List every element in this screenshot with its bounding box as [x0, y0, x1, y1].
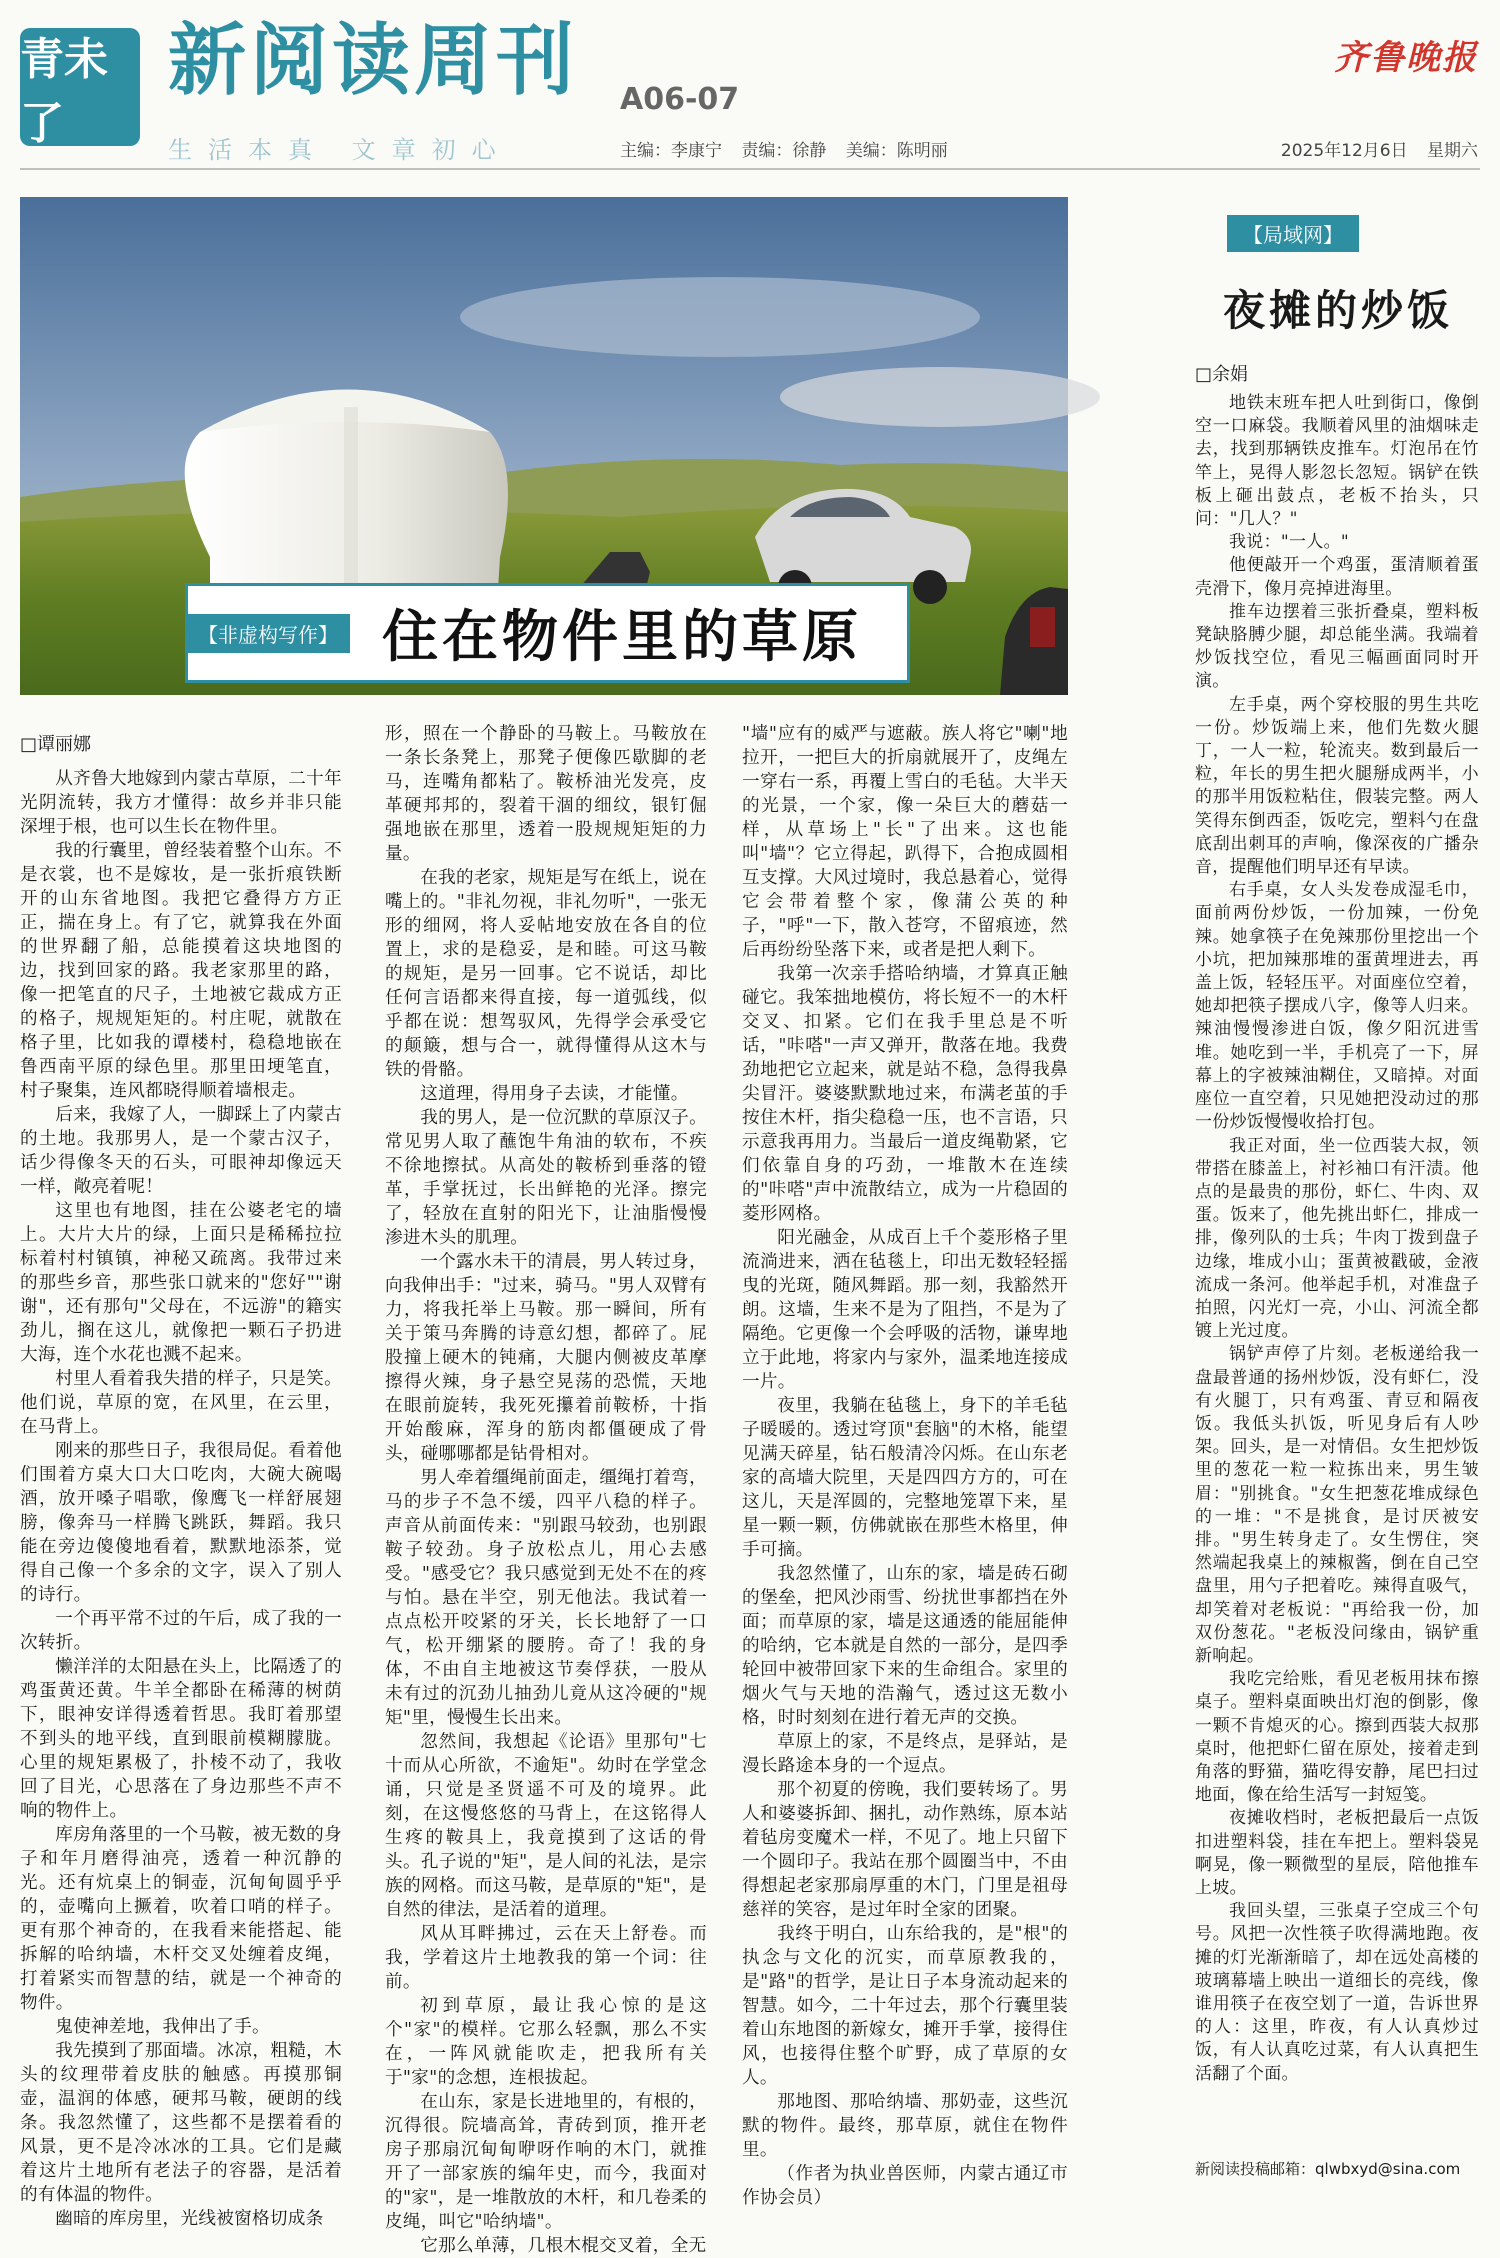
paragraph: 那个初夏的傍晚，我们要转场了。男人和婆婆拆卸、捆扎，动作熟练，原本站着毡房变魔术一样，不见了。地上只留下一个圆印子。我站在那个圆圈当中，不由得想起老家那扇厚重的木门，门里是祖母慈祥的笑容，是过年时全家的团聚。: [742, 1780, 1068, 1920]
author-bio: （作者为执业兽医师，内蒙古通辽市作协会员）: [742, 2164, 1068, 2208]
paragraph: 初到草原，最让我心惊的是这个"家"的模样。它那么轻飘，那么不实在，一阵风就能吹走，把我所有关于"家"的念想，连根拔起。: [385, 1996, 707, 2088]
paragraph: 我的行囊里，曾经装着整个山东。不是衣裳，也不是嫁妆，是一张折痕铁断开的山东省地图。我把它叠得方方正正，揣在身上。有了它，就算我在外面的世界翻了船，总能摸着这块地图的边，找到回家的路。我老家那里的路，像一把笔直的尺子，土地被它裁成方正的格子，规规矩矩的。村庄呢，就散在格子里，比如我的谭楼村，稳稳地嵌在鲁西南平原的绿色里。那里田埂笔直，村子聚集，连风都晓得顺着墙根走。: [20, 841, 342, 1101]
side-author: □余娟: [1195, 364, 1249, 385]
masthead-title: 新阅读周刊: [168, 16, 579, 106]
paragraph: 夜摊收档时，老板把最后一点饭扣进塑料袋，挂在车把上。塑料袋晃啊晃，像一颗微型的星辰，陪他推车上坡。: [1195, 1808, 1479, 1898]
side-headline: 夜摊的炒饭: [1222, 286, 1453, 335]
paragraph: 风从耳畔拂过，云在天上舒卷。而我，学着这片土地教我的第一个词：往前。: [385, 1924, 707, 1992]
issue-date: [1267, 136, 1478, 161]
side-category-tag: 【局域网】: [1227, 215, 1359, 252]
paragraph: 我忽然懂了，山东的家，墙是砖石砌的堡垒，把风沙雨雪、纷扰世事都挡在外面；而草原的家，墙是这通透的能屈能伸的哈纳，它本就是自然的一部分，是四季轮回中被带回家下来的生命组合。家里的烟火气与天地的浩瀚气，透过这无数小格，时时刻刻在进行着无声的交换。: [742, 1564, 1068, 1728]
paragraph: 我回头望，三张桌子空成三个句号。风把一次性筷子吹得满地跑。夜摊的灯光渐渐暗了，却在远处高楼的玻璃幕墙上映出一道细长的亮线，像谁用筷子在夜空划了一道，告诉世界的人：这里，昨夜，有人认真炒过饭，有人认真吃过菜，有人认真把生活翻了个面。: [1195, 1901, 1479, 2084]
paragraph: 我第一次亲手搭哈纳墙，才算真正触碰它。我笨拙地模仿，将长短不一的木杆交叉、扣紧。它们在我手里总是不听话，"咔嗒"一声又弹开，散落在地。我费劲地把它立起来，就是站不稳，急得我鼻尖冒汗。婆婆默默地过来，布满老茧的手按住木杆，指尖稳稳一压，也不言语，只示意我再用力。当最后一道皮绳勒紧，它们依靠自身的巧劲，一堆散木在连续的"咔嗒"声中流散结立，成为一片稳固的菱形网格。: [742, 964, 1068, 1224]
paragraph: 我的男人，是一位沉默的草原汉子。常见男人取了蘸饱牛角油的软布，不疾不徐地擦拭。从高处的鞍桥到垂落的镫革，手掌抚过，长出鲜艳的光泽。擦完了，轻放在直射的阳光下，让油脂慢慢渗进木头的肌理。: [385, 1108, 707, 1248]
paragraph: 在我的老家，规矩是写在纸上，说在嘴上的。"非礼勿视，非礼勿听"，一张无形的细网，将人妥帖地安放在各自的位置上，求的是稳妥，是和睦。可这马鞍的规矩，是另一回事。它不说话，却比任何言语都来得直接，每一道弧线，似乎都在说：想驾驭风，先得学会承受它的颠簸，想与合一，就得懂得从这木与铁的骨骼。: [385, 868, 707, 1080]
feature-category-tag: 【非虚构写作】: [186, 614, 350, 653]
masthead-rule: [20, 168, 1480, 170]
paragraph: 从齐鲁大地嫁到内蒙古草原，二十年光阴流转，我方才懂得：故乡并非只能深埋于根，也可以生长在物件里。: [20, 769, 342, 837]
credit-editor: 主编：李康宁: [620, 141, 722, 161]
paragraph: 刚来的那些日子，我很局促。看着他们围着方桌大口大口吃肉，大碗大碗喝酒，放开嗓子唱歌，像鹰飞一样舒展翅膀，像奔马一样腾飞跳跃，舞蹈。我只能在旁边傻傻地看着，默默地添茶，觉得自己像一个多余的文字，误入了别人的诗行。: [20, 1441, 342, 1605]
weekday-text: 星期六: [1427, 141, 1478, 161]
side-column: [1195, 392, 1479, 2134]
feature-author: □谭丽娜: [20, 734, 92, 755]
paragraph: 我先摸到了那面墙。冰凉，粗糙，木头的纹理带着皮肤的触感。再摸那铜壶，温润的体感，硬邦马鞍，硬朗的线条。我忽然懂了，这些都不是摆着看的风景，更不是冷冰冰的工具。它们是藏着这片土地所有老法子的容器，是活着的有体温的物件。: [20, 2041, 342, 2205]
paragraph: 后来，我嫁了人，一脚踩上了内蒙古的土地。我那男人，是一个蒙古汉子，话少得像冬天的石头，可眼神却像远天一样，敞亮着呢！: [20, 1105, 342, 1197]
paragraph: "墙"应有的威严与遮蔽。族人将它"喇"地拉开，一把巨大的折扇就展开了，皮绳左一穿右一系，再覆上雪白的毛毡。大半天的光景，一个家，像一朵巨大的蘑菇一样，从草场上"长"了出来。这也能叫"墙"？它立得起，趴得下，合抱成圆相互支撑。大风过境时，我总悬着心，觉得它会带着整个家，像蒲公英的种子，"呼"一下，散入苍穹，不留痕迹，然后再纷纷坠落下来，或者是把人剩下。: [742, 724, 1068, 960]
page-number: A06-07: [620, 82, 740, 117]
credit-duty-editor: 责编：徐静: [741, 141, 827, 161]
paragraph: 幽暗的库房里，光线被窗格切成条: [55, 2209, 324, 2229]
paragraph: 它那么单薄，几根木棍交叉着，全无: [420, 2236, 707, 2256]
paragraph: 右手桌，女人头发卷成湿毛巾，面前两份炒饭，一份加辣，一份免辣。她拿筷子在免辣那份里挖出一个小坑，把加辣那堆的蛋黄埋进去，再盖上饭，轻轻压平。对面座位空着，她却把筷子摆成八字，像等人归来。辣油慢慢渗进白饭，像夕阳沉进雪堆。她吃到一半，手机亮了一下，屏幕上的字被辣油糊住，又暗掉。对面座位一直空着，只见她把没动过的那一份炒饭慢慢收拾打包。: [1195, 880, 1479, 1133]
feature-column-1: [20, 767, 342, 2229]
paragraph: 推车边摆着三张折叠桌，塑料板凳缺胳膊少腿，却总能坐满。我端着炒饭找空位，看见三幅画面同时开演。: [1195, 601, 1479, 692]
paragraph: 夜里，我躺在毡毯上，身下的羊毛毡子暖暖的。透过穹顶"套脑"的木格，能望见满天碎星，钻石般清冷闪烁。在山东老家的高墙大院里，天是四四方方的，可在这儿，天是浑圆的，完整地笼罩下来，星星一颗一颗，仿佛就嵌在那些木格里，伸手可摘。: [742, 1396, 1068, 1560]
paragraph: 锅铲声停了片刻。老板递给我一盘最普通的扬州炒饭，没有虾仁，没有火腿丁，只有鸡蛋、青豆和隔夜饭。我低头扒饭，听见身后有人吵架。回头，是一对情侣。女生把炒饭里的葱花一粒一粒拣出来，男生皱眉："别挑食。"女生把葱花堆成绿色的一堆："不是挑食，是讨厌被安排。"男生转身走了。女生愣住，突然端起我桌上的辣椒酱，倒在自己空盘里，用勺子把着吃。辣得直吸气，却笑着对老板说："再给我一份，加双份葱花。"老板没问缘由，锅铲重新响起。: [1195, 1344, 1479, 1666]
paragraph: 这里也有地图，挂在公婆老宅的墙上。大片大片的绿，上面只是稀稀拉拉标着村村镇镇，神秘又疏离。我带过来的那些乡音，那些张口就来的"您好""谢谢"，还有那句"父母在，不远游"的籍实劲儿，搁在这儿，就像把一颗石子扔进大海，连个水花也溅不起来。: [20, 1201, 342, 1365]
paragraph: 这道理，得用身子去读，才能懂。: [420, 1084, 689, 1104]
paragraph: 我正对面，坐一位西装大叔，领带搭在膝盖上，衬衫袖口有汗渍。他点的是最贵的那份，虾仁、牛肉、双蛋。饭来了，他先挑出虾仁，排成一排，像列队的士兵；牛肉丁拨到盘子边缘，堆成小山；蛋黄被戳破，金液流成一条河。他举起手机，对准盘子拍照，闪光灯一亮，小山、河流全都镀上光过度。: [1195, 1135, 1479, 1342]
newspaper-brand: 齐鲁晚报: [1334, 38, 1478, 78]
paragraph: 我说："一人。": [1229, 532, 1350, 553]
paragraph: 左手桌，两个穿校服的男生共吃一份。炒饭端上来，他们先数火腿丁，一人一粒，轮流夹。数到最后一粒，年长的男生把火腿掰成两半，小的那半用饭粒粘住，假装完整。两人笑得东倒西歪，饭吃完，塑料勺在盘底刮出刺耳的声响，像深夜的广播杂音，提醒他们明早还有早读。: [1195, 694, 1479, 878]
paragraph: 地铁末班车把人吐到街口，像倒空一口麻袋。我顺着风里的油烟味走去，找到那辆铁皮推车。灯泡吊在竹竿上，晃得人影忽长忽短。锅铲在铁板上砸出鼓点，老板不抬头，只问："几人？": [1195, 393, 1479, 530]
feature-headline-box: [185, 583, 910, 683]
feature-column-3: [742, 722, 1068, 2208]
paragraph: 那地图、那哈纳墙、那奶壶，这些沉默的物件。最终，那草原，就住在物件里。: [742, 2092, 1068, 2160]
editor-credits: [620, 136, 962, 161]
paragraph: 一个再平常不过的午后，成了我的一次转折。: [20, 1609, 342, 1653]
qingweiliao-logo: 青未了: [20, 28, 140, 146]
credit-art-editor: 美编：陈明丽: [845, 141, 948, 161]
paragraph: 我吃完给账，看见老板用抹布擦桌子。塑料桌面映出灯泡的倒影，像一颗不肯熄灭的心。擦到西装大叔那桌时，他把虾仁留在原处，接着走到角落的野猫，猫吃得安静，尾巴扫过地面，像在给生活写一封短笺。: [1195, 1669, 1479, 1806]
paragraph: 阳光融金，从成百上千个菱形格子里流淌进来，洒在毡毯上，印出无数轻轻摇曳的光斑，随风舞蹈。那一刻，我豁然开朗。这墙，生来不是为了阻挡，不是为了隔绝。它更像一个会呼吸的活物，谦卑地立于此地，将家内与家外，温柔地连接成一片。: [742, 1228, 1068, 1392]
paragraph: 草原上的家，不是终点，是驿站，是漫长路途本身的一个逗点。: [742, 1732, 1068, 1776]
paragraph: 库房角落里的一个马鞍，被无数的身子和年月磨得油亮，透着一种沉静的光。还有炕桌上的铜壶，沉甸甸圆乎乎的，壶嘴向上撅着，吹着口哨的样子。更有那个神奇的，在我看来能搭起、能拆解的哈纳墙，木杆交叉处缠着皮绳，打着紧实而智慧的结，就是一个神奇的物件。: [20, 1825, 342, 2013]
masthead-slogan: 生活本真 文章初心: [168, 136, 512, 164]
feature-headline: 住在物件里的草原: [382, 604, 862, 670]
paragraph: 在山东，家是长进地里的，有根的，沉得很。院墙高耸，青砖到顶，推开老房子那扇沉甸甸咿呀作响的木门，就推开了一部家族的编年史，而今，我面对的"家"，是一堆散放的木杆，和几卷柔的皮绳，叫它"哈纳墙"。: [385, 2092, 707, 2232]
date-text: 2025年12月6日: [1280, 141, 1408, 161]
feature-column-2: [385, 722, 707, 2256]
submission-email: 新阅读投稿邮箱：qlwbxyd@sina.com: [1195, 2160, 1461, 2178]
paragraph: 他便敲开一个鸡蛋，蛋清顺着蛋壳滑下，像月亮掉进海里。: [1195, 555, 1479, 599]
paragraph: 忽然间，我想起《论语》里那句"七十而从心所欲，不逾矩"。幼时在学堂念诵，只觉是圣贤遥不可及的境界。此刻，在这慢悠悠的马背上，在这铭得人生疼的鞍具上，我竟摸到了这话的骨头。孔子说的"矩"，是人间的礼法，是宗族的网格。而这马鞍，是草原的"矩"，是自然的律法，是活着的道理。: [385, 1732, 707, 1920]
paragraph: 村里人看着我失措的样子，只是笑。他们说，草原的宽，在风里，在云里，在马背上。: [20, 1369, 342, 1437]
paragraph: 男人牵着缰绳前面走，缰绳打着弯，马的步子不急不缓，四平八稳的样子。声音从前面传来："别跟马较劲，也别跟鞍子较劲。身子放松点儿，用心去感受。"感受它？我只感觉到无处不在的疼与怕。悬在半空，别无他法。我试着一点点松开咬紧的牙关，长长地舒了一口气，松开绷紧的腰胯。奇了！我的身体，不由自主地被这节奏俘获，一股从未有过的沉劲儿抽劲儿竟从这冷硬的"规矩"里，慢慢生长出来。: [385, 1468, 707, 1728]
paragraph: 我终于明白，山东给我的，是"根"的执念与文化的沉实，而草原教我的，是"路"的哲学，是让日子本身流动起来的智慧。如今，二十年过去，那个行囊里装着山东地图的新嫁女，摊开手掌，接得住风，也接得住整个旷野，成了草原的女人。: [742, 1924, 1068, 2088]
paragraph: 一个露水未干的清晨，男人转过身，向我伸出手："过来，骑马。"男人双臂有力，将我托举上马鞍。那一瞬间，所有关于策马奔腾的诗意幻想，都碎了。屁股撞上硬木的钝痛，大腿内侧被皮革摩擦得火辣，身子悬空晃荡的恐慌，天地在眼前旋转，我死死攥着前鞍桥，十指开始酸麻，浑身的筋肉都僵硬成了骨头，碰哪哪都是钻骨相对。: [385, 1252, 707, 1464]
paragraph: 形，照在一个静卧的马鞍上。马鞍放在一条长条凳上，那凳子便像匹歇脚的老马，连嘴角都粘了。鞍桥油光发亮，皮革硬邦邦的，裂着干涸的细纹，银钉倔强地嵌在那里，透着一股规规矩矩的力量。: [385, 724, 707, 864]
paragraph: 懒洋洋的太阳悬在头上，比隔透了的鸡蛋黄还黄。牛羊全都卧在稀薄的树荫下，眼神安详得透着哲思。我盯着那望不到头的地平线，直到眼前模糊朦胧。心里的规矩累极了，扑棱不动了，我收回了目光，心思落在了身边那些不声不响的物件上。: [20, 1657, 342, 1821]
paragraph: 鬼使神差地，我伸出了手。: [55, 2017, 270, 2037]
